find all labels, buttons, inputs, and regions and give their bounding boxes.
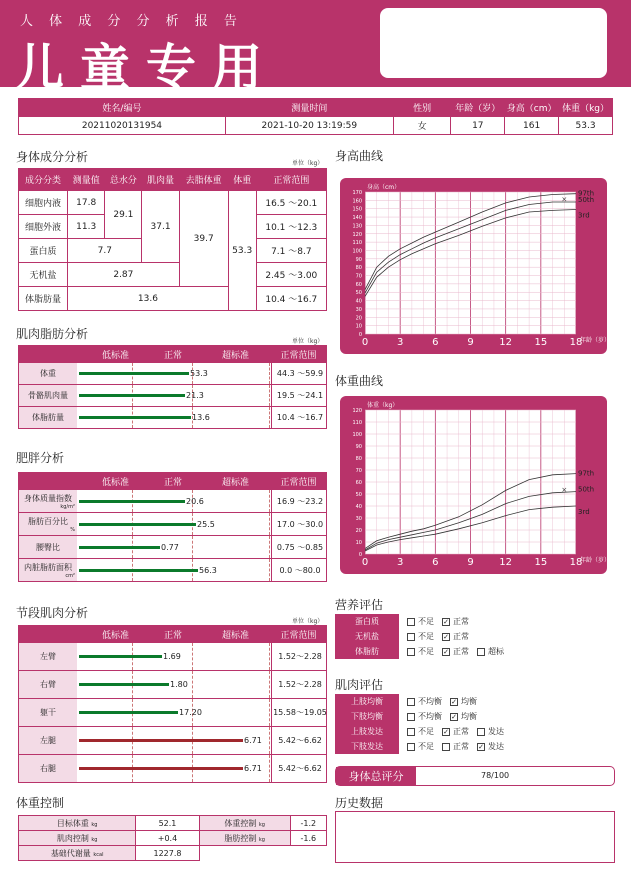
y-axis-label: 身高（cm）	[367, 184, 401, 191]
panel-row	[18, 559, 327, 582]
eval-tag: 下肢均衡	[335, 709, 399, 724]
bc-header: 去脂体重	[179, 169, 228, 191]
row-label-text: 骨骼肌肉量	[28, 391, 68, 400]
option-label: 发达	[488, 742, 504, 751]
checkbox[interactable]: ✓	[443, 632, 449, 641]
option-label: 不均衡	[418, 697, 442, 706]
x-tick-label: 9	[467, 337, 474, 348]
panel-header-label: 低标准	[101, 351, 129, 361]
row-label	[19, 671, 77, 698]
bc-weight: 53.3	[228, 191, 256, 311]
panel-header-label: 正常范围	[280, 351, 317, 361]
history-title: 历史数据	[335, 796, 384, 810]
option-label: 不足	[418, 632, 434, 641]
wc-bmr-value: 1227.8	[136, 846, 199, 861]
value-bar	[79, 394, 185, 397]
eval-tag: 下肢发达	[335, 739, 399, 754]
row-value: 20.6	[186, 496, 204, 506]
series-label: 50th	[578, 485, 595, 494]
y-tick-label: 70	[355, 468, 362, 474]
row-value: 0.77	[161, 542, 179, 552]
bc-ffm: 39.7	[179, 191, 228, 287]
option-label: 不足	[418, 727, 434, 736]
option-label: 正常	[453, 647, 469, 656]
y-tick-label: 130	[352, 223, 362, 230]
weight-chart	[340, 396, 611, 574]
checkbox[interactable]	[442, 743, 450, 751]
row-label	[19, 363, 77, 384]
checkbox[interactable]: ✓	[443, 647, 449, 656]
value-bar	[79, 523, 196, 526]
row-value: 25.5	[197, 519, 215, 529]
y-tick-label: 50	[355, 492, 362, 498]
row-unit: cm²	[65, 572, 75, 579]
row-label	[19, 385, 77, 406]
grid-line	[269, 727, 270, 754]
panel-row	[18, 513, 327, 536]
option-label: 正常	[453, 742, 469, 751]
y-tick-label: 100	[352, 432, 362, 438]
bc-header: 肌肉量	[142, 169, 179, 191]
history-box	[335, 811, 615, 863]
checkbox[interactable]	[407, 728, 415, 736]
value-bar	[79, 739, 243, 742]
info-value: 17	[451, 117, 505, 135]
row-unit: %	[70, 526, 75, 533]
row-value: 1.69	[163, 652, 181, 661]
row-label	[19, 490, 77, 512]
bc-total-water: 29.1	[105, 191, 142, 239]
panel-header-label: 低标准	[101, 478, 129, 488]
row-label	[19, 559, 77, 581]
y-tick-label: 60	[355, 281, 362, 288]
row-range: 10.4 ～16.7	[271, 407, 328, 428]
row-label	[19, 727, 77, 754]
panel-header-label: 正常范围	[280, 631, 317, 641]
x-axis-label: 年龄（岁）	[580, 337, 611, 344]
option-label: 均衡	[461, 712, 477, 721]
muscle-fat-panel	[18, 345, 327, 429]
y-tick-label: 40	[355, 298, 362, 305]
row-value: 6.71	[244, 764, 262, 773]
x-tick-label: 6	[432, 557, 439, 568]
body-comp-unit: 单位（kg）	[292, 160, 324, 167]
y-tick-label: 160	[352, 198, 362, 205]
y-axis-label: 体重（kg）	[367, 402, 399, 409]
score-bar	[335, 766, 615, 786]
series-label: 3rd	[578, 508, 590, 516]
row-label-text: 身体质量指数	[24, 493, 72, 503]
checkbox[interactable]: ✓	[451, 697, 457, 706]
muscle-fat-unit: 单位（kg）	[292, 338, 324, 345]
bc-row-label: 细胞外液	[19, 215, 68, 239]
wc-target-label: 目标体重 kg	[19, 816, 136, 831]
panel-row	[18, 385, 327, 407]
y-tick-label: 80	[355, 456, 362, 462]
weight-chart-svg	[340, 396, 611, 574]
panel-row	[18, 699, 327, 727]
checkbox[interactable]	[407, 648, 415, 656]
row-label	[19, 407, 77, 428]
x-tick-label: 0	[361, 557, 369, 568]
y-tick-label: 110	[352, 240, 362, 247]
panel-header-label: 低标准	[101, 631, 129, 641]
value-bar	[79, 569, 198, 572]
panel-row	[18, 755, 327, 783]
y-tick-label: 60	[355, 480, 362, 486]
value-bar	[79, 372, 189, 375]
grid-line	[192, 643, 193, 670]
grid-line	[269, 385, 270, 406]
row-label-text: 躯干	[40, 708, 56, 717]
body-comp-title: 身体成分分析	[16, 150, 89, 164]
y-tick-label: 40	[355, 504, 362, 510]
wc-muscle-value: +0.4	[136, 831, 199, 846]
bc-row-range: 16.5 ～20.1	[256, 191, 326, 215]
panel-row	[18, 363, 327, 385]
body-comp-table	[18, 168, 327, 311]
height-chart-svg	[340, 178, 611, 354]
checkbox[interactable]	[477, 728, 485, 736]
grid-line	[269, 490, 270, 512]
grid-line	[269, 407, 270, 428]
row-label-text: 左腿	[40, 736, 56, 745]
x-tick-label: 15	[534, 337, 548, 348]
panel-row	[18, 490, 327, 513]
row-label-text: 右臂	[40, 680, 56, 689]
row-range: 0.0 ～80.0	[271, 559, 328, 581]
row-label-text: 内脏脂肪面积	[24, 562, 72, 572]
grid-line	[269, 559, 270, 581]
wc-target-value: 52.1	[136, 816, 199, 831]
panel-header	[18, 345, 327, 363]
eval-tag: 上肢均衡	[335, 694, 399, 709]
checkbox[interactable]	[407, 698, 415, 706]
panel-header-label: 超标准	[221, 351, 249, 361]
y-tick-label: 70	[355, 273, 362, 280]
row-range: 1.52～2.28	[271, 643, 328, 670]
row-range: 15.58～19.05	[271, 699, 328, 726]
row-range: 17.0 ～30.0	[271, 513, 328, 535]
value-bar	[79, 655, 162, 658]
bc-row-value: 7.7	[68, 239, 142, 263]
row-value: 56.3	[199, 565, 217, 575]
eval-tag: 无机盐	[335, 629, 399, 644]
option-label: 不足	[418, 742, 434, 751]
info-header: 姓名/编号	[19, 99, 226, 117]
x-tick-label: 9	[467, 557, 474, 568]
checkbox[interactable]	[407, 743, 415, 751]
option-label: 不均衡	[418, 712, 442, 721]
bc-row-value: 2.87	[68, 263, 180, 287]
y-tick-label: 120	[352, 231, 362, 238]
row-label	[19, 643, 77, 670]
grid-line	[192, 536, 193, 558]
value-bar	[79, 500, 185, 503]
grid-line	[269, 363, 270, 384]
nutrition-title: 营养评估	[335, 598, 384, 612]
row-value: 1.80	[170, 680, 188, 689]
bc-row-value: 13.6	[68, 287, 229, 311]
panel-header-label: 正常	[163, 351, 182, 361]
x-tick-label: 0	[361, 337, 369, 348]
grid-line	[192, 671, 193, 698]
wc-fat-label: 脂肪控制 kg	[199, 831, 290, 846]
row-range: 1.52～2.28	[271, 671, 328, 698]
bc-row-label: 无机盐	[19, 263, 68, 287]
x-tick-label: 3	[396, 337, 404, 348]
info-value: 20211020131954	[19, 117, 226, 135]
row-label-text: 腰臀比	[36, 542, 60, 552]
option-label: 正常	[453, 727, 469, 736]
panel-row	[18, 407, 327, 429]
panel-header-label: 正常	[163, 631, 182, 641]
logo-box	[380, 8, 607, 78]
x-tick-label: 18	[569, 337, 583, 348]
bc-row-label: 蛋白质	[19, 239, 68, 263]
y-tick-label: 100	[352, 248, 362, 255]
segment-panel	[18, 625, 327, 783]
row-value: 53.3	[190, 369, 208, 378]
x-tick-label: 6	[432, 337, 439, 348]
grid-line	[269, 536, 270, 558]
segment-title: 节段肌肉分析	[16, 606, 89, 620]
info-header: 体重（kg）	[559, 99, 613, 117]
panel-row	[18, 671, 327, 699]
bc-header: 体重	[228, 169, 256, 191]
nutrition-table	[335, 614, 504, 659]
eval-tag: 蛋白质	[335, 614, 399, 629]
row-value: 6.71	[244, 736, 262, 745]
segment-unit: 单位（kg）	[292, 618, 324, 625]
row-range: 5.42～6.62	[271, 727, 328, 754]
report-title: 儿童专用	[14, 38, 278, 97]
x-tick-label: 15	[534, 557, 548, 568]
info-header: 身高（cm）	[505, 99, 559, 117]
y-tick-label: 120	[352, 408, 362, 414]
info-value: 161	[505, 117, 559, 135]
option-label: 正常	[453, 632, 469, 641]
x-tick-label: 12	[499, 337, 513, 348]
grid-line	[269, 643, 270, 670]
x-tick-label: 18	[569, 557, 583, 568]
info-value: 女	[393, 117, 451, 135]
eval-tag: 上肢发达	[335, 724, 399, 739]
bc-header: 正常范围	[256, 169, 326, 191]
obesity-panel	[18, 472, 327, 582]
bc-header: 测量值	[68, 169, 105, 191]
y-tick-label: 90	[355, 444, 362, 450]
bc-header: 成分分类	[19, 169, 68, 191]
checkbox[interactable]	[477, 648, 485, 656]
muscle-fat-title: 肌肉脂肪分析	[16, 327, 89, 341]
y-tick-label: 150	[352, 206, 362, 213]
bc-row-range: 10.1 ～12.3	[256, 215, 326, 239]
height-chart	[340, 178, 611, 354]
grid-line	[269, 513, 270, 535]
y-tick-label: 50	[355, 290, 362, 297]
y-tick-label: 0	[358, 332, 362, 338]
value-bar	[79, 711, 178, 714]
checkbox[interactable]	[407, 633, 415, 641]
row-range: 44.3 ～59.9	[271, 363, 328, 384]
value-bar	[79, 767, 243, 770]
row-unit: kg/m²	[60, 503, 75, 510]
checkbox[interactable]: ✓	[451, 712, 457, 721]
x-tick-label: 3	[396, 557, 404, 568]
wc-muscle-label: 肌肉控制 kg	[19, 831, 136, 846]
option-label: 正常	[453, 617, 469, 626]
grid-line	[269, 699, 270, 726]
panel-row	[18, 643, 327, 671]
row-value: 13.6	[192, 413, 210, 422]
value-bar	[79, 416, 191, 419]
checkbox[interactable]: ✓	[443, 617, 449, 626]
row-label-text: 体重	[40, 369, 56, 378]
measurement-point: ×	[561, 195, 568, 204]
value-bar	[79, 683, 169, 686]
weight-chart-title: 体重曲线	[335, 374, 384, 388]
checkbox[interactable]: ✓	[443, 727, 449, 736]
bc-row-range: 10.4 ～16.7	[256, 287, 326, 311]
row-label	[19, 699, 77, 726]
row-label	[19, 536, 77, 558]
option-label: 超标	[488, 647, 504, 656]
series-label: 97th	[578, 189, 595, 198]
bc-row-range: 7.1 ～8.7	[256, 239, 326, 263]
bc-row-value: 11.3	[68, 215, 105, 239]
info-header: 性别	[393, 99, 451, 117]
muscle-eval-table	[335, 694, 504, 754]
height-chart-title: 身高曲线	[335, 149, 384, 163]
muscle-eval-title: 肌肉评估	[335, 678, 384, 692]
bc-row-value: 17.8	[68, 191, 105, 215]
bc-row-label: 体脂肪量	[19, 287, 68, 311]
option-label: 不足	[418, 647, 434, 656]
series-label: 97th	[578, 469, 595, 478]
measurement-point: ×	[561, 486, 568, 495]
panel-header	[18, 472, 327, 490]
report-subtitle: 人 体 成 分 分 析 报 告	[20, 14, 243, 29]
row-value: 17.20	[179, 708, 202, 717]
row-range: 16.9 ～23.2	[271, 490, 328, 512]
wc-fat-value: -1.6	[290, 831, 326, 846]
y-tick-label: 30	[355, 516, 362, 522]
checkbox[interactable]: ✓	[478, 742, 484, 751]
wc-bmr-label: 基础代谢量 kcal	[19, 846, 136, 861]
wc-weight-label: 体重控制 kg	[199, 816, 290, 831]
row-range: 0.75 ～0.85	[271, 536, 328, 558]
option-label: 发达	[488, 727, 504, 736]
row-label-text: 右腿	[40, 764, 56, 773]
option-label: 均衡	[461, 697, 477, 706]
info-value: 53.3	[559, 117, 613, 135]
panel-header-label: 正常范围	[280, 478, 317, 488]
panel-header-label: 正常	[163, 478, 182, 488]
row-range: 19.5 ～24.1	[271, 385, 328, 406]
weight-control-table	[18, 815, 327, 861]
grid-line	[269, 671, 270, 698]
y-tick-label: 140	[352, 215, 362, 222]
score-label: 身体总评分	[336, 767, 416, 785]
y-tick-label: 10	[355, 323, 362, 330]
info-table	[18, 98, 613, 135]
x-tick-label: 12	[499, 557, 513, 568]
y-tick-label: 90	[355, 256, 362, 263]
weight-control-title: 体重控制	[16, 796, 65, 810]
x-axis-label: 年龄（岁）	[580, 557, 611, 564]
y-tick-label: 10	[355, 540, 362, 546]
y-tick-label: 20	[355, 528, 362, 534]
info-value: 2021-10-20 13:19:59	[225, 117, 393, 135]
grid-line	[269, 755, 270, 782]
bc-muscle: 37.1	[142, 191, 179, 263]
row-label	[19, 513, 77, 535]
row-label	[19, 755, 77, 782]
bc-header: 总水分	[105, 169, 142, 191]
row-label-text: 体脂肪量	[32, 413, 64, 422]
row-label-text: 脂肪百分比	[28, 516, 68, 526]
y-tick-label: 30	[355, 306, 362, 313]
y-tick-label: 170	[352, 190, 362, 196]
series-label: 50th	[578, 196, 595, 205]
obesity-title: 肥胖分析	[16, 451, 65, 465]
panel-row	[18, 727, 327, 755]
bc-row-range: 2.45 ～3.00	[256, 263, 326, 287]
info-header: 年龄（岁）	[451, 99, 505, 117]
series-label: 3rd	[578, 211, 590, 220]
panel-header-label: 超标准	[221, 631, 249, 641]
eval-tag: 体脂肪	[335, 644, 399, 659]
panel-row	[18, 536, 327, 559]
bc-row-label: 细胞内液	[19, 191, 68, 215]
panel-header-label: 超标准	[221, 478, 249, 488]
info-header: 测量时间	[225, 99, 393, 117]
y-tick-label: 110	[352, 420, 362, 426]
row-range: 5.42～6.62	[271, 755, 328, 782]
option-label: 不足	[418, 617, 434, 626]
value-bar	[79, 546, 160, 549]
wc-weight-value: -1.2	[290, 816, 326, 831]
row-value: 21.3	[186, 391, 204, 400]
panel-header	[18, 625, 327, 643]
y-tick-label: 20	[355, 315, 362, 322]
row-label-text: 左臂	[40, 652, 56, 661]
score-value: 78/100	[481, 771, 510, 780]
checkbox[interactable]	[407, 618, 415, 626]
y-tick-label: 0	[358, 552, 362, 558]
checkbox[interactable]	[407, 713, 415, 721]
y-tick-label: 80	[355, 265, 362, 272]
